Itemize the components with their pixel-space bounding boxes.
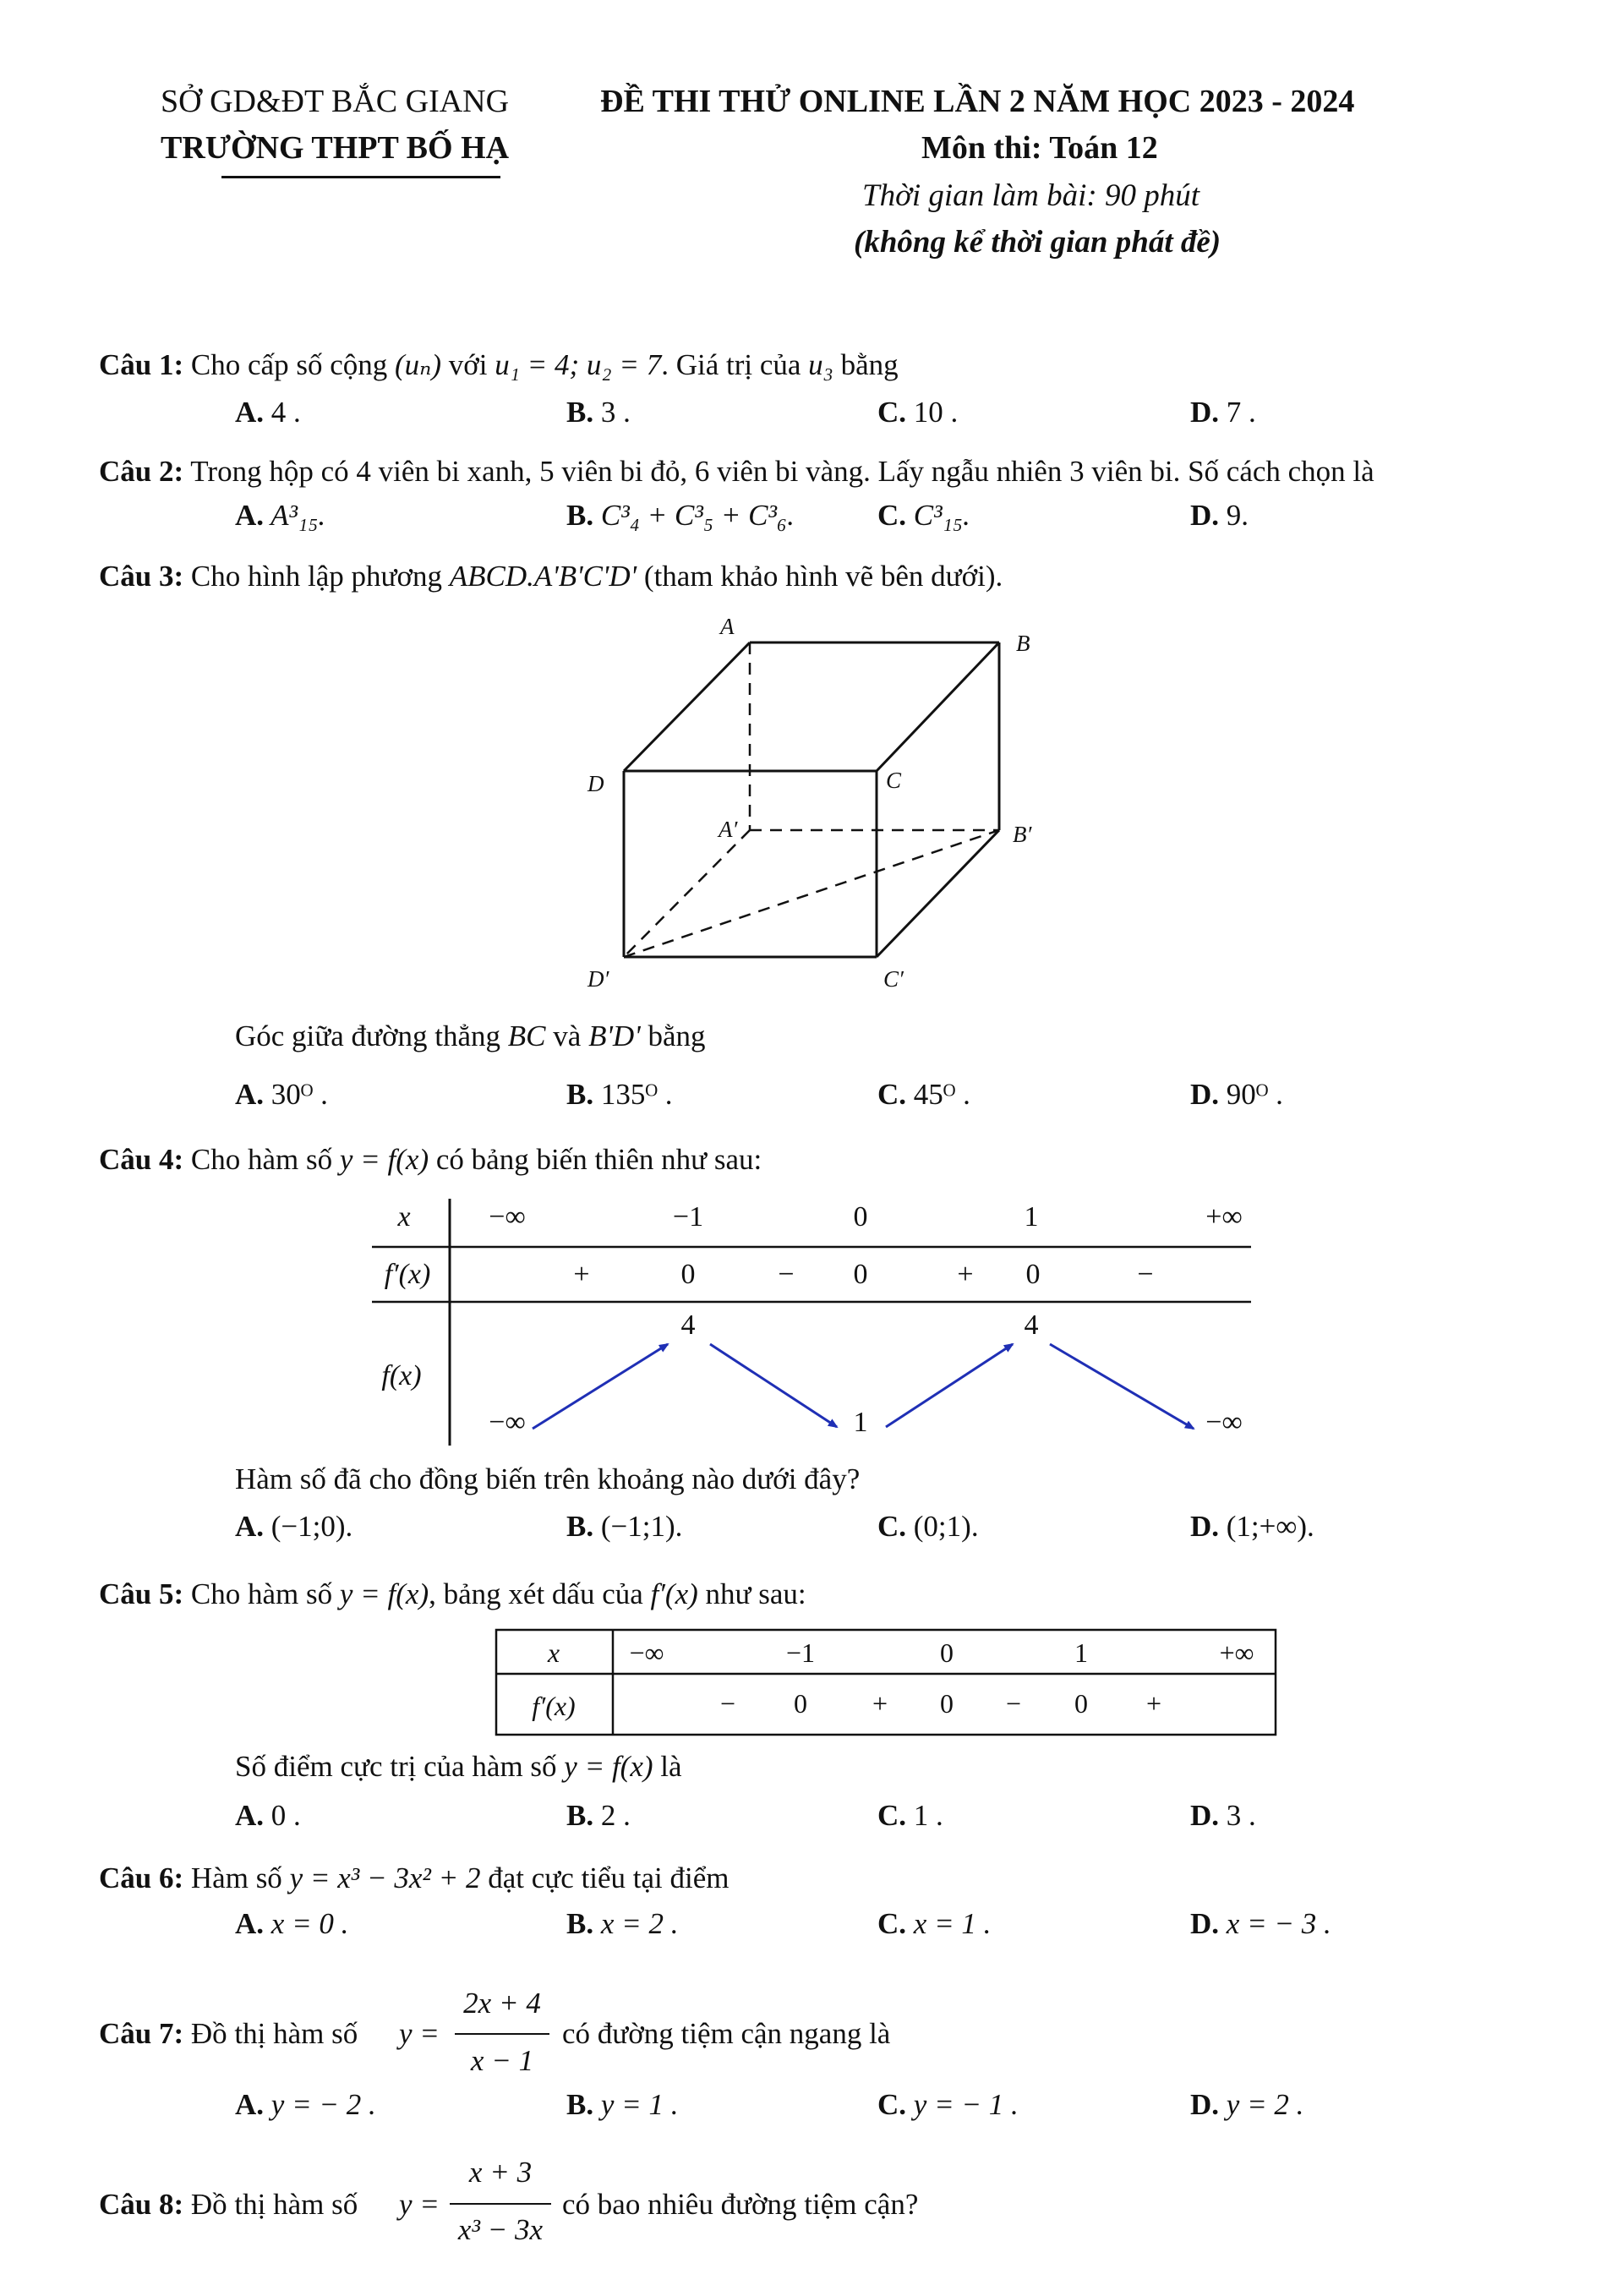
- q7-option-a[interactable]: A. y = − 2 .: [235, 2088, 376, 2121]
- diag-D1B1-hidden: [624, 830, 999, 957]
- school-name: TRƯỜNG THPT BỐ HẠ: [161, 130, 510, 166]
- q3-option-a[interactable]: A. 30ᴼ .: [235, 1078, 328, 1111]
- question-4: Câu 4: Cho hàm số y = f(x) có bảng biến thiên như sau:: [99, 1143, 762, 1176]
- st-x-2: 0: [940, 1637, 954, 1668]
- vt-fp-label: f′(x): [384, 1259, 431, 1290]
- question-6: Câu 6: Hàm số y = x³ − 3x² + 2 đạt cực tiểu tại điểm: [99, 1861, 730, 1894]
- vt-sign-0: +: [573, 1259, 590, 1290]
- q1-option-c[interactable]: C. 10 .: [877, 396, 959, 429]
- vt-sign-1: 0: [680, 1259, 696, 1290]
- school-underline: [221, 176, 500, 178]
- st-x-0: −∞: [629, 1637, 664, 1668]
- label-C1: C′: [883, 966, 904, 992]
- q6-option-b[interactable]: B. x = 2 .: [566, 1907, 679, 1940]
- q4-option-b[interactable]: B. (−1;1).: [566, 1510, 683, 1543]
- cube-figure: [575, 609, 1048, 1006]
- vt-f-left: −∞: [489, 1407, 526, 1438]
- st-fp-label: f′(x): [532, 1691, 576, 1721]
- vt-arrow-up-1: [533, 1344, 668, 1429]
- q6-option-c[interactable]: C. x = 1 .: [877, 1907, 992, 1940]
- q7-option-b[interactable]: B. y = 1 .: [566, 2088, 679, 2121]
- q3-option-c[interactable]: C. 45ᴼ .: [877, 1078, 970, 1111]
- vt-sign-5: 0: [1025, 1259, 1041, 1290]
- q7-fraction-bar: [455, 2033, 549, 2035]
- vt-sign-4: +: [957, 1259, 974, 1290]
- subject: Môn thi: Toán 12: [921, 130, 1158, 166]
- edge-A1D1-hidden: [624, 830, 750, 957]
- vt-x-2: 0: [853, 1201, 868, 1233]
- q8-y-eq: y =: [399, 2188, 440, 2221]
- q6-option-a[interactable]: A. x = 0 .: [235, 1907, 349, 1940]
- q1-option-a[interactable]: A. 4 .: [235, 396, 301, 429]
- vt-f-min: 1: [853, 1407, 868, 1438]
- label-A: A: [720, 614, 735, 639]
- q5-option-c[interactable]: C. 1 .: [877, 1799, 943, 1832]
- q3-option-b[interactable]: B. 135ᴼ .: [566, 1078, 673, 1111]
- st-sign-4: −: [1005, 1688, 1022, 1719]
- question-3: Câu 3: Cho hình lập phương ABCD.A'B'C'D' (tham khảo hình vẽ bên dưới).: [99, 560, 1003, 593]
- exam-time: Thời gian làm bài: 90 phút: [862, 178, 1200, 213]
- st-x-label: x: [547, 1637, 560, 1668]
- vt-x-1: −1: [672, 1201, 704, 1233]
- q6-option-d[interactable]: D. x = − 3 .: [1190, 1907, 1331, 1940]
- q7-option-c[interactable]: C. y = − 1 .: [877, 2088, 1019, 2121]
- edge-BC: [877, 642, 999, 771]
- q4-option-c[interactable]: C. (0;1).: [877, 1510, 979, 1543]
- q8-text: có bao nhiêu đường tiệm cận?: [562, 2188, 919, 2221]
- q5-option-d[interactable]: D. 3 .: [1190, 1799, 1256, 1832]
- vt-x-4: +∞: [1205, 1201, 1243, 1233]
- dept-name: SỞ GD&ĐT BẮC GIANG: [161, 84, 510, 119]
- q2-option-d[interactable]: D. 9.: [1190, 499, 1249, 532]
- q1-option-d[interactable]: D. 7 .: [1190, 396, 1256, 429]
- q3-option-d[interactable]: D. 90ᴼ .: [1190, 1078, 1283, 1111]
- q7-denominator: x − 1: [470, 2044, 534, 2077]
- q7-option-d[interactable]: D. y = 2 .: [1190, 2088, 1304, 2121]
- label-A1: A′: [719, 817, 738, 842]
- question-8-label: Câu 8: Đồ thị hàm số: [99, 2188, 358, 2221]
- exam-note: (không kể thời gian phát đề): [854, 225, 1221, 260]
- label-B: B: [1016, 631, 1030, 656]
- q7-y-eq: y =: [399, 2017, 440, 2050]
- question-5: Câu 5: Cho hàm số y = f(x), bảng xét dấu của f′(x) như sau:: [99, 1577, 806, 1610]
- label-B1: B′: [1013, 822, 1032, 847]
- variation-table: [355, 1192, 1268, 1462]
- q2-option-a[interactable]: A. A³₁₅.: [235, 499, 326, 532]
- vt-f-right: −∞: [1205, 1407, 1243, 1438]
- q8-numerator: x + 3: [468, 2156, 533, 2189]
- q3-prompt: Góc giữa đường thẳng BC và B'D' bằng: [235, 1020, 706, 1052]
- st-x-4: +∞: [1219, 1637, 1254, 1668]
- st-x-1: −1: [785, 1637, 816, 1668]
- st-sign-1: 0: [794, 1688, 807, 1719]
- vt-x-0: −∞: [489, 1201, 526, 1233]
- q7-numerator: 2x + 4: [463, 1987, 541, 2020]
- st-sign-0: −: [719, 1688, 736, 1719]
- q4-option-a[interactable]: A. (−1;0).: [235, 1510, 353, 1543]
- exam-title: ĐỀ THI THỬ ONLINE LẦN 2 NĂM HỌC 2023 - 2024: [600, 84, 1355, 119]
- question-label: Câu 1:: [99, 348, 184, 381]
- label-D: D: [587, 771, 604, 796]
- q4-option-d[interactable]: D. (1;+∞).: [1190, 1510, 1314, 1543]
- q8-denominator: x³ − 3x: [457, 2213, 544, 2246]
- st-sign-6: +: [1145, 1688, 1162, 1719]
- edge-C1B1: [877, 830, 999, 957]
- edge-DA: [624, 642, 750, 771]
- vt-arrow-up-2: [886, 1344, 1013, 1427]
- q5-option-b[interactable]: B. 2 .: [566, 1799, 631, 1832]
- q2-option-c[interactable]: C. C³₁₅.: [877, 499, 970, 532]
- q1-option-b[interactable]: B. 3 .: [566, 396, 631, 429]
- vt-arrow-down-1: [710, 1344, 837, 1427]
- sign-table: [495, 1628, 1281, 1738]
- question-2: Câu 2: Trong hộp có 4 viên bi xanh, 5 viên bi đỏ, 6 viên bi vàng. Lấy ngẫu nhiên 3 viên bi. Số cách chọn là: [99, 455, 1374, 488]
- st-sign-3: 0: [940, 1688, 954, 1719]
- q7-text: có đường tiệm cận ngang là: [562, 2017, 891, 2050]
- vt-f-label: f(x): [381, 1360, 422, 1391]
- vt-sign-3: 0: [853, 1259, 868, 1290]
- st-x-3: 1: [1074, 1637, 1088, 1668]
- label-C: C: [886, 768, 902, 793]
- vt-sign-6: −: [1137, 1259, 1154, 1290]
- vt-x-label: x: [397, 1201, 411, 1233]
- question-7-label: Câu 7: Đồ thị hàm số: [99, 2017, 358, 2050]
- q5-prompt: Số điểm cực trị của hàm số y = f(x) là: [235, 1750, 682, 1783]
- vt-f-max2: 4: [1024, 1309, 1039, 1341]
- st-sign-2: +: [872, 1688, 888, 1719]
- question-1: Câu 1: Cho cấp số cộng (uₙ) với u₁ = 4; u₂ = 7. Giá trị của u₃ bằng: [99, 348, 899, 381]
- q2-option-b[interactable]: B. C³₄ + C³₅ + C³₆.: [566, 499, 795, 532]
- q8-fraction-bar: [450, 2203, 551, 2205]
- vt-arrow-down-2: [1050, 1344, 1194, 1429]
- vt-f-max1: 4: [680, 1309, 696, 1341]
- vt-sign-2: −: [778, 1259, 795, 1290]
- st-sign-5: 0: [1074, 1688, 1088, 1719]
- label-D1: D′: [587, 966, 609, 992]
- q4-prompt: Hàm số đã cho đồng biến trên khoảng nào dưới đây?: [235, 1462, 861, 1495]
- vt-x-3: 1: [1024, 1201, 1039, 1233]
- q5-option-a[interactable]: A. 0 .: [235, 1799, 301, 1832]
